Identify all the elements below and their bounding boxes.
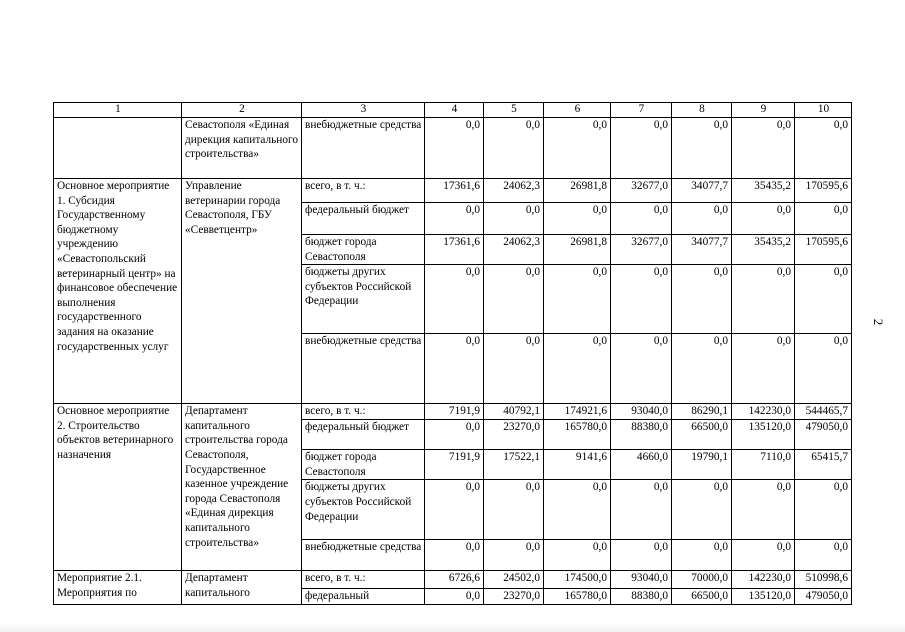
- value-cell: 0,0: [544, 334, 611, 404]
- funding-source-cell: федеральный бюджет: [302, 203, 425, 235]
- value-cell: 0,0: [425, 203, 484, 235]
- value-cell: 0,0: [544, 540, 611, 571]
- funding-source-cell: всего, в т. ч.:: [302, 179, 425, 203]
- empty-cell: [54, 118, 182, 179]
- value-cell: 0,0: [672, 118, 732, 179]
- value-cell: 23270,0: [484, 420, 544, 450]
- funding-source-cell: всего, в т. ч.:: [302, 571, 425, 589]
- value-cell: 0,0: [732, 265, 795, 334]
- value-cell: 0,0: [732, 480, 795, 540]
- page-number: 2: [871, 318, 886, 326]
- value-cell: 0,0: [672, 334, 732, 404]
- value-cell: 66500,0: [672, 589, 732, 605]
- value-cell: 0,0: [795, 480, 852, 540]
- value-cell: 0,0: [484, 265, 544, 334]
- value-cell: 0,0: [484, 203, 544, 235]
- value-cell: 0,0: [672, 265, 732, 334]
- value-cell: 174500,0: [544, 571, 611, 589]
- value-cell: 93040,0: [611, 571, 672, 589]
- table-row: [54, 571, 852, 589]
- value-cell: 0,0: [732, 118, 795, 179]
- value-cell: 544465,7: [795, 404, 852, 420]
- value-cell: 135120,0: [732, 420, 795, 450]
- value-cell: 165780,0: [544, 589, 611, 605]
- value-cell: 35435,2: [732, 235, 795, 265]
- value-cell: 24062,3: [484, 235, 544, 265]
- executor-cell: Управление ветеринарии города Севастополя, ГБУ «Севветцентр»: [182, 179, 302, 404]
- value-cell: 0,0: [484, 118, 544, 179]
- column-number-2: 2: [182, 103, 302, 118]
- column-number-7: 7: [611, 103, 672, 118]
- value-cell: 65415,7: [795, 450, 852, 480]
- value-cell: 40792,1: [484, 404, 544, 420]
- value-cell: 0,0: [425, 540, 484, 571]
- value-cell: 0,0: [795, 118, 852, 179]
- value-cell: 24062,3: [484, 179, 544, 203]
- value-cell: 0,0: [611, 118, 672, 179]
- value-cell: 0,0: [611, 540, 672, 571]
- value-cell: 0,0: [425, 420, 484, 450]
- header-row: [54, 103, 852, 118]
- value-cell: 66500,0: [672, 420, 732, 450]
- value-cell: 0,0: [544, 265, 611, 334]
- value-cell: 165780,0: [544, 420, 611, 450]
- value-cell: 0,0: [795, 334, 852, 404]
- table-row: [54, 118, 852, 179]
- executor-cell: Севастополя «Единая дирекция капитального строительства»: [182, 118, 302, 179]
- value-cell: 32677,0: [611, 179, 672, 203]
- value-cell: 0,0: [732, 203, 795, 235]
- value-cell: 17361,6: [425, 179, 484, 203]
- value-cell: 7191,9: [425, 450, 484, 480]
- column-number-9: 9: [732, 103, 795, 118]
- value-cell: 0,0: [484, 334, 544, 404]
- funding-source-cell: всего, в т. ч.:: [302, 404, 425, 420]
- value-cell: 23270,0: [484, 589, 544, 605]
- value-cell: 0,0: [425, 589, 484, 605]
- column-number-6: 6: [544, 103, 611, 118]
- funding-source-cell: внебюджетные средства: [302, 118, 425, 179]
- value-cell: 0,0: [732, 540, 795, 571]
- value-cell: 0,0: [795, 265, 852, 334]
- value-cell: 0,0: [795, 203, 852, 235]
- value-cell: 0,0: [544, 203, 611, 235]
- value-cell: 32677,0: [611, 235, 672, 265]
- value-cell: 34077,7: [672, 235, 732, 265]
- value-cell: 0,0: [425, 480, 484, 540]
- value-cell: 35435,2: [732, 179, 795, 203]
- value-cell: 0,0: [425, 118, 484, 179]
- value-cell: 142230,0: [732, 571, 795, 589]
- value-cell: 0,0: [611, 334, 672, 404]
- activity-name-cell: Мероприятие 2.1. Мероприятия по: [54, 571, 182, 605]
- value-cell: 479050,0: [795, 589, 852, 605]
- value-cell: 17361,6: [425, 235, 484, 265]
- value-cell: 135120,0: [732, 589, 795, 605]
- value-cell: 0,0: [544, 480, 611, 540]
- value-cell: 34077,7: [672, 179, 732, 203]
- value-cell: 86290,1: [672, 404, 732, 420]
- value-cell: 88380,0: [611, 420, 672, 450]
- column-number-1: 1: [54, 103, 182, 118]
- value-cell: 510998,6: [795, 571, 852, 589]
- value-cell: 17522,1: [484, 450, 544, 480]
- scan-edge: [0, 624, 905, 632]
- funding-source-cell: бюджеты других субъектов Российской Федерации: [302, 480, 425, 540]
- column-number-5: 5: [484, 103, 544, 118]
- value-cell: 174921,6: [544, 404, 611, 420]
- value-cell: 24502,0: [484, 571, 544, 589]
- funding-source-cell: федеральный: [302, 589, 425, 605]
- funding-source-cell: внебюджетные средства: [302, 334, 425, 404]
- value-cell: 70000,0: [672, 571, 732, 589]
- value-cell: 0,0: [611, 480, 672, 540]
- budget-table: [53, 102, 852, 605]
- value-cell: 7110,0: [732, 450, 795, 480]
- value-cell: 0,0: [425, 334, 484, 404]
- value-cell: 170595,6: [795, 179, 852, 203]
- value-cell: 19790,1: [672, 450, 732, 480]
- value-cell: 88380,0: [611, 589, 672, 605]
- value-cell: 0,0: [672, 203, 732, 235]
- value-cell: 6726,6: [425, 571, 484, 589]
- column-number-10: 10: [795, 103, 852, 118]
- value-cell: 4660,0: [611, 450, 672, 480]
- value-cell: 26981,8: [544, 179, 611, 203]
- funding-source-cell: внебюджетные средства: [302, 540, 425, 571]
- value-cell: 0,0: [795, 540, 852, 571]
- value-cell: 0,0: [611, 203, 672, 235]
- executor-cell: Департамент капитального: [182, 571, 302, 605]
- value-cell: 0,0: [611, 265, 672, 334]
- value-cell: 0,0: [672, 480, 732, 540]
- value-cell: 26981,8: [544, 235, 611, 265]
- value-cell: 7191,9: [425, 404, 484, 420]
- value-cell: 0,0: [732, 334, 795, 404]
- table-row: [54, 179, 852, 203]
- value-cell: 0,0: [484, 540, 544, 571]
- value-cell: 0,0: [672, 540, 732, 571]
- executor-cell: Департамент капитального строительства города Севастополя, Государственное казенное учреждение города Севастополя «Единая дирекция капитального строительства»: [182, 404, 302, 571]
- value-cell: 0,0: [544, 118, 611, 179]
- value-cell: 93040,0: [611, 404, 672, 420]
- funding-source-cell: бюджет города Севастополя: [302, 235, 425, 265]
- value-cell: 0,0: [484, 480, 544, 540]
- table-row: [54, 404, 852, 420]
- column-number-3: 3: [302, 103, 425, 118]
- column-number-8: 8: [672, 103, 732, 118]
- value-cell: 479050,0: [795, 420, 852, 450]
- funding-source-cell: бюджет города Севастополя: [302, 450, 425, 480]
- value-cell: 142230,0: [732, 404, 795, 420]
- value-cell: 170595,6: [795, 235, 852, 265]
- activity-name-cell: Основное мероприятие 2. Строительство объектов ветеринарного назначения: [54, 404, 182, 571]
- value-cell: 9141,6: [544, 450, 611, 480]
- column-number-4: 4: [425, 103, 484, 118]
- activity-name-cell: Основное мероприятие 1. Субсидия Государственному бюджетному учреждению «Севастопольский ветеринарный центр» на финансовое обеспечение выполнения государственного задания на оказание государственных услуг: [54, 179, 182, 404]
- funding-source-cell: федеральный бюджет: [302, 420, 425, 450]
- funding-source-cell: бюджеты других субъектов Российской Федерации: [302, 265, 425, 334]
- value-cell: 0,0: [425, 265, 484, 334]
